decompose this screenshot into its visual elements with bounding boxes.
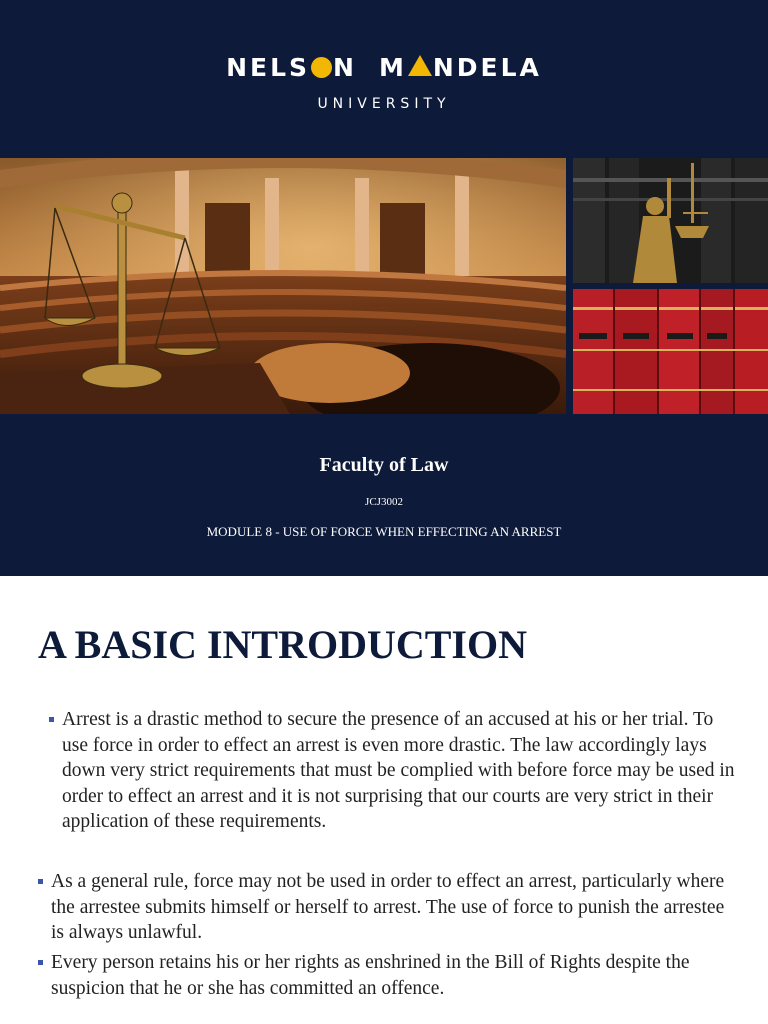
logo-subtitle: UNIVERSITY (317, 96, 451, 112)
lady-justice-photo (573, 158, 768, 283)
bullet-item (51, 869, 739, 946)
bullet-text: As a general rule, force may not be used in order to effect an arrest, particularly where the arrestee submits himself or herself to arrest. The use of force to punish the arrestee is always unlawful. (51, 871, 725, 943)
bullet-square-icon (38, 879, 43, 884)
bullet-text: Every person retains his or her rights as enshrined in the Bill of Rights despite the suspicion that he or she has committed an offence. (51, 952, 690, 999)
bullet-square-icon (38, 960, 43, 965)
courtroom-photo (0, 158, 566, 414)
course-code: JCJ3002 (365, 496, 403, 508)
law-books-photo (573, 289, 768, 414)
slide-heading: A BASIC INTRODUCTION (38, 622, 527, 667)
bullet-square-icon (49, 717, 54, 722)
bullet-text: Arrest is a drastic method to secure the presence of an accused at his or her trial. To use force in order to effect an arrest is even more drastic. The law accordingly lays down very strict requirements that must be complied with before force may be used in order to effect an arrest and it is not surprising that our courts are very strict in their application of these requirements. (62, 709, 735, 832)
logo-word-mandela: M NDELA (378, 53, 542, 82)
bullet-item (51, 950, 739, 1001)
logo-word-nelson: NELS N (226, 53, 357, 82)
university-logo (0, 52, 768, 84)
logo-sun-icon (311, 57, 332, 78)
logo-triangle-icon (408, 55, 432, 76)
faculty-title: Faculty of Law (319, 454, 449, 476)
bullet-item (62, 707, 738, 835)
module-title: MODULE 8 - USE OF FORCE WHEN EFFECTING AN ARREST (206, 524, 562, 539)
